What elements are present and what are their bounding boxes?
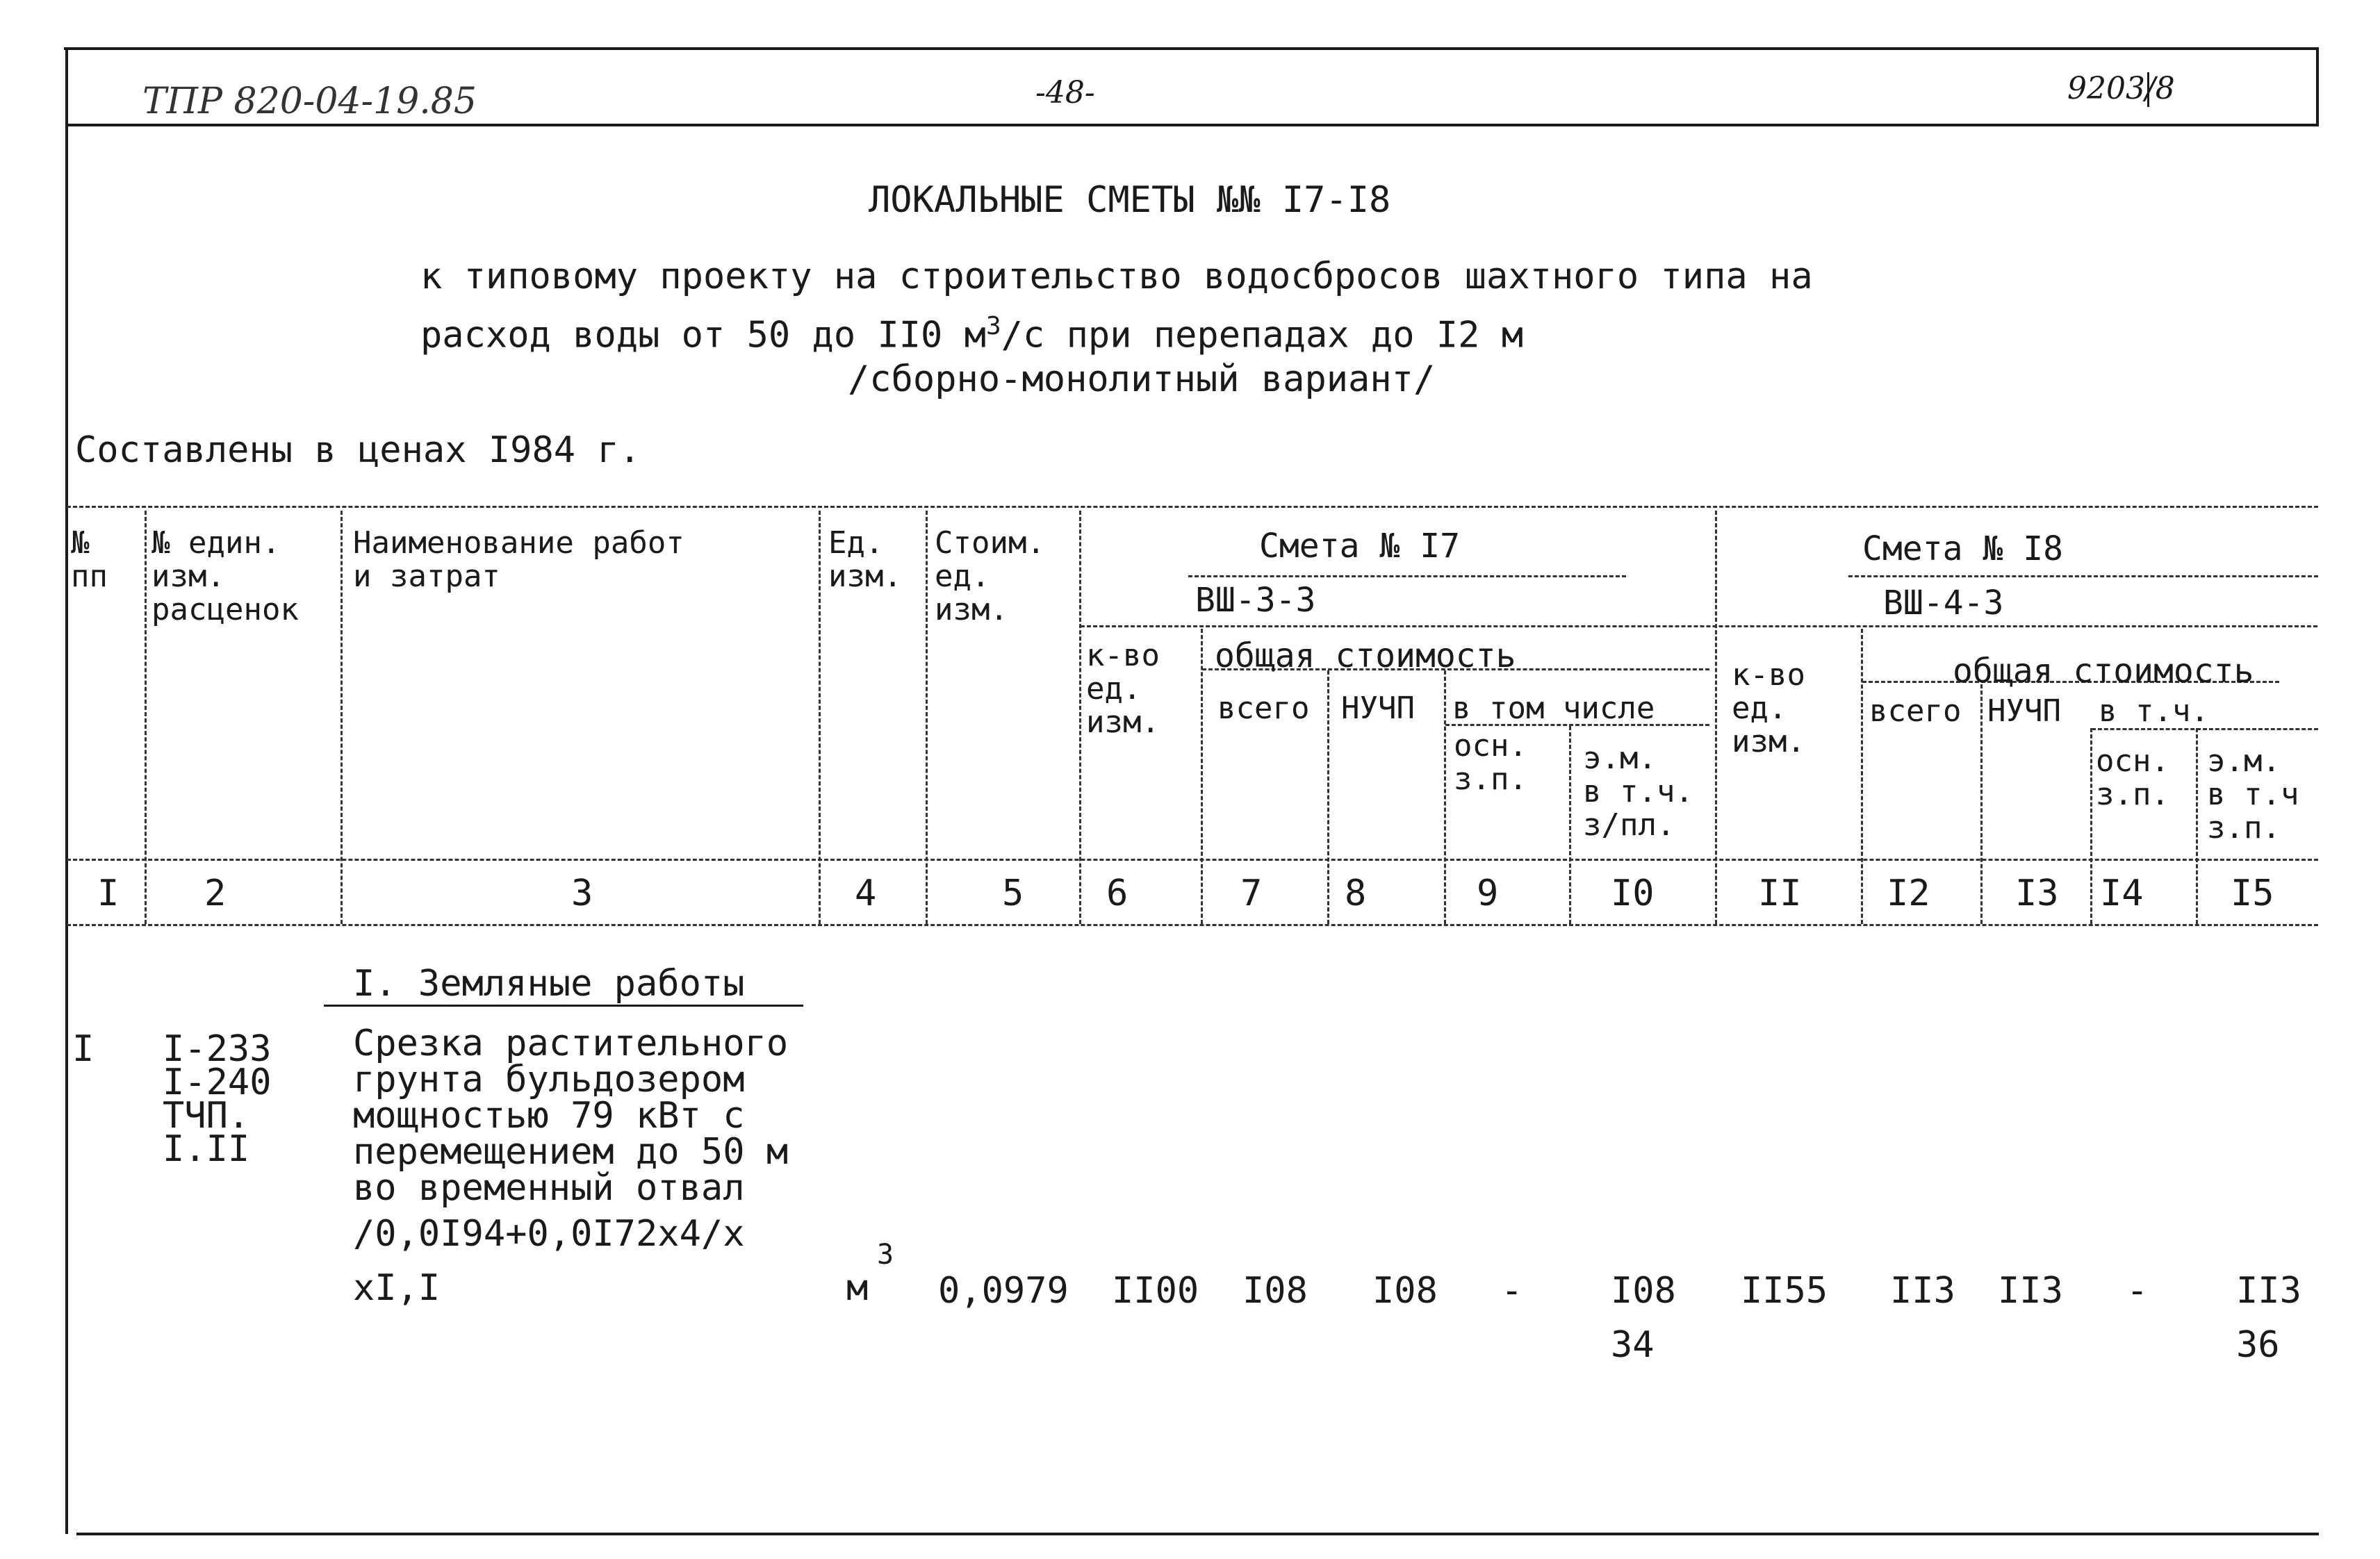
row-1-s17-em: I08 bbox=[1611, 1270, 1676, 1312]
row-1-s17-em-zp: 34 bbox=[1611, 1324, 1655, 1366]
row-1-rate-codes: I-233 I-240 ТЧП. I.II bbox=[163, 1028, 272, 1170]
col-sep-11 bbox=[1861, 629, 1863, 924]
col-number-11: II bbox=[1758, 873, 1802, 914]
col-number-13: I3 bbox=[2015, 873, 2059, 914]
header-nuchp-17: НУЧП bbox=[1341, 691, 1415, 726]
row-1-s18-total: II3 bbox=[1890, 1270, 1955, 1312]
row-1-s17-qty: II00 bbox=[1112, 1270, 1199, 1312]
row-1-s18-nuchp: II3 bbox=[1998, 1270, 2063, 1312]
header-qty-17: к-во ед. изм. bbox=[1086, 638, 1160, 740]
header-osn-zp-18: осн. з.п. bbox=[2096, 743, 2169, 812]
section-title-underline bbox=[324, 1005, 803, 1007]
col-sep-4 bbox=[926, 511, 928, 924]
title-line-1: к типовому проекту на строительство водосбросов шахтного типа на bbox=[420, 256, 1813, 297]
title-line-2 bbox=[420, 307, 1523, 354]
col-number-12: I2 bbox=[1887, 873, 1930, 914]
row-1-s17-nuchp: I08 bbox=[1372, 1270, 1438, 1312]
col-number-2: 2 bbox=[204, 873, 227, 914]
frame-bottom-line bbox=[76, 1533, 2319, 1535]
page-number: -48- bbox=[1035, 75, 1095, 110]
row-1-unit-cost: 0,0979 bbox=[938, 1270, 1069, 1312]
row-1-formula-2: xI,I bbox=[353, 1267, 441, 1309]
table-top-rule bbox=[67, 506, 2318, 508]
rule-below-col-numbers bbox=[67, 924, 2318, 926]
col-sep-7 bbox=[1327, 670, 1329, 924]
header-smeta-17: Смета № I7 bbox=[1259, 527, 1460, 566]
header-work-name: Наименование работ и затрат bbox=[353, 525, 684, 594]
sheet-ref: 9203/8 bbox=[2067, 71, 2175, 106]
col-number-6: 6 bbox=[1106, 873, 1129, 914]
col-sep-3 bbox=[819, 511, 821, 924]
frame-left-line bbox=[65, 47, 68, 1534]
col-number-3: 3 bbox=[571, 873, 593, 914]
header-unit: Ед. изм. bbox=[828, 525, 902, 594]
rule-under-smeta17 bbox=[1188, 575, 1626, 577]
row-1-formula-1: /0,0I94+0,0I72x4/x bbox=[353, 1213, 745, 1255]
col-sep-14 bbox=[2196, 728, 2198, 924]
col-sep-9 bbox=[1569, 726, 1571, 924]
doc-code: ТПР 820-04-19.85 bbox=[142, 81, 477, 122]
header-in-that-17: в том числе bbox=[1452, 691, 1655, 726]
frame-header-divider bbox=[67, 124, 2319, 126]
header-smeta-17-code: ВШ-3-3 bbox=[1195, 581, 1316, 620]
title-line-2-start: расход воды от 50 до II0 м bbox=[420, 314, 986, 356]
col-number-10: I0 bbox=[1611, 873, 1655, 914]
col-sep-13 bbox=[2090, 728, 2092, 924]
col-sep-6 bbox=[1201, 629, 1203, 924]
header-em-zp-18: э.м. в т.ч з.п. bbox=[2207, 743, 2299, 846]
row-1-work-name: Срезка растительного грунта бульдозером мощностью 79 кВт с перемещением до 50 м во временный отвал bbox=[353, 1023, 789, 1209]
frame-right-line bbox=[2316, 47, 2319, 125]
col-number-7: 7 bbox=[1240, 873, 1263, 914]
prices-note: Составлены в ценах I984 г. bbox=[75, 429, 641, 471]
estimate-heading: ЛОКАЛЬНЫЕ СМЕТЫ №№ I7-I8 bbox=[869, 179, 1391, 221]
row-1-unit bbox=[846, 1269, 868, 1308]
title-line-2-superscript: 3 bbox=[985, 312, 1001, 340]
header-osn-zp-17: осн. з.п. bbox=[1454, 728, 1527, 797]
header-total-cost-18: общая стоимость bbox=[1953, 652, 2254, 691]
row-1-unit-base: м bbox=[846, 1267, 869, 1309]
col-number-4: 4 bbox=[855, 873, 877, 914]
title-line-3: /сборно-монолитный вариант/ bbox=[848, 358, 1436, 400]
row-1-number: I bbox=[72, 1028, 95, 1070]
col-number-14: I4 bbox=[2100, 873, 2144, 914]
col-number-15: I5 bbox=[2231, 873, 2274, 914]
frame-top-line bbox=[64, 47, 2319, 50]
row-1-s18-qty: II55 bbox=[1741, 1270, 1828, 1312]
col-number-5: 5 bbox=[1002, 873, 1024, 914]
rule-under-codes bbox=[1081, 625, 2317, 627]
col-sep-5 bbox=[1079, 511, 1081, 924]
header-smeta-18-code: ВШ-4-3 bbox=[1883, 584, 2004, 622]
header-vsego-17: всего bbox=[1217, 691, 1310, 726]
header-unit-cost: Стоим. ед. изм. bbox=[935, 525, 1045, 627]
header-vsego-18: всего bbox=[1869, 693, 1962, 729]
header-rate-codes: № един. изм. расценок bbox=[151, 525, 299, 627]
row-1-s17-osn-zp: - bbox=[1501, 1270, 1523, 1312]
title-line-2-end: /с при перепадах до I2 м bbox=[1001, 314, 1524, 356]
row-1-s17-total: I08 bbox=[1242, 1270, 1308, 1312]
col-sep-2 bbox=[340, 511, 343, 924]
col-sep-10 bbox=[1715, 511, 1717, 924]
col-sep-1 bbox=[145, 511, 147, 924]
row-1-s18-em-zp: 36 bbox=[2236, 1324, 2280, 1366]
header-row-number: № пп bbox=[71, 525, 108, 594]
header-total-cost-17: общая стоимость bbox=[1215, 636, 1516, 675]
section-title: I. Земляные работы bbox=[353, 963, 745, 1005]
col-number-9: 9 bbox=[1477, 873, 1499, 914]
header-smeta-18: Смета № I8 bbox=[1862, 529, 2063, 568]
row-1-s18-em: II3 bbox=[2236, 1270, 2301, 1312]
col-number-1: I bbox=[97, 873, 120, 914]
row-1-unit-superscript: 3 bbox=[877, 1239, 894, 1271]
header-in-that-short-18: в т.ч. bbox=[2099, 693, 2209, 729]
header-nuchp-18: НУЧП bbox=[1987, 693, 2061, 729]
col-number-8: 8 bbox=[1345, 873, 1367, 914]
header-qty-18: к-во ед. изм. bbox=[1732, 657, 1805, 759]
header-em-zpl-17: э.м. в т.ч. з/пл. bbox=[1583, 741, 1693, 843]
col-sep-12 bbox=[1980, 684, 1983, 924]
rule-under-smeta18 bbox=[1848, 575, 2318, 577]
col-sep-8 bbox=[1444, 670, 1446, 924]
row-1-s18-osn-zp: - bbox=[2126, 1270, 2149, 1312]
